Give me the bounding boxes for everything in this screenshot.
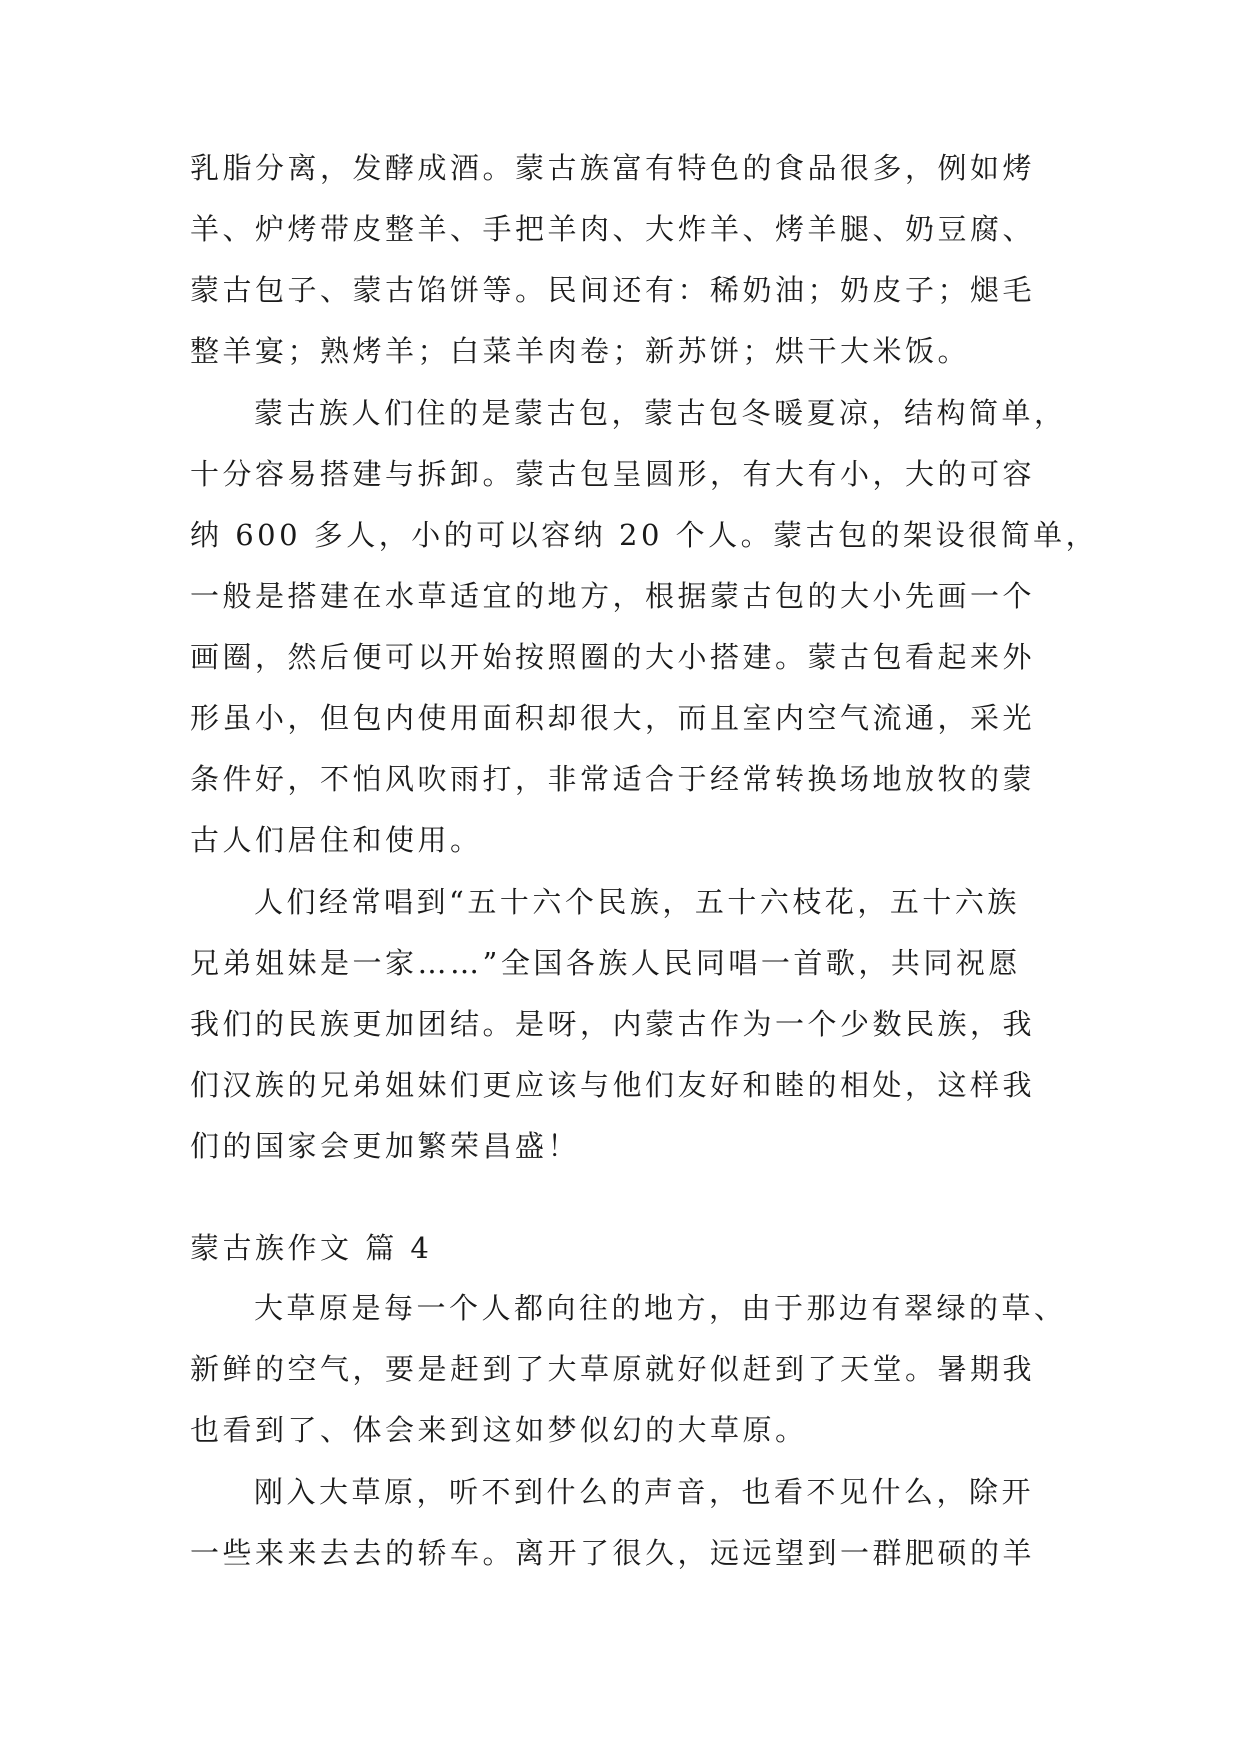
text-line: 形虽小，但包内使用面积却很大，而且室内空气流通，采光 — [190, 701, 1036, 735]
text-line: 也看到了、体会来到这如梦似幻的大草原。 — [190, 1413, 808, 1447]
text-line: 十分容易搭建与拆卸。蒙古包呈圆形，有大有小，大的可容 — [190, 457, 1036, 491]
text-line: 一些来来去去的轿车。离开了很久，远远望到一群肥硕的羊 — [190, 1536, 1036, 1570]
text-line: 们的国家会更加繁荣昌盛！ — [190, 1129, 581, 1163]
text-line: 整羊宴；熟烤羊；白菜羊肉卷；新苏饼；烘干大米饭。 — [190, 334, 971, 368]
text-line: 纳 600 多人，小的可以容纳 20 个人。蒙古包的架设很简单， — [190, 518, 1099, 552]
paragraph-first-line: 大草原是每一个人都向往的地方，由于那边有翠绿的草、 — [254, 1291, 1067, 1325]
text-line: 古人们居住和使用。 — [190, 823, 483, 857]
text-line: 羊、炉烤带皮整羊、手把羊肉、大炸羊、烤羊腿、奶豆腐、 — [190, 212, 1036, 246]
text-line: 一般是搭建在水草适宜的地方，根据蒙古包的大小先画一个 — [190, 579, 1036, 613]
paragraph-first-line: 人们经常唱到“五十六个民族，五十六枝花，五十六族 — [254, 885, 1020, 919]
text-line: 我们的民族更加团结。是呀，内蒙古作为一个少数民族，我 — [190, 1007, 1036, 1041]
text-line: 乳脂分离，发酵成酒。蒙古族富有特色的食品很多，例如烤 — [190, 151, 1036, 185]
text-line: 们汉族的兄弟姐妹们更应该与他们友好和睦的相处，这样我 — [190, 1068, 1036, 1102]
section-heading: 蒙古族作文 篇 4 — [190, 1231, 433, 1265]
text-line: 兄弟姐妹是一家……”全国各族人民同唱一首歌，共同祝愿 — [190, 946, 1021, 980]
text-line: 蒙古包子、蒙古馅饼等。民间还有：稀奶油；奶皮子；煺毛 — [190, 273, 1036, 307]
text-line: 新鲜的空气，要是赶到了大草原就好似赶到了天堂。暑期我 — [190, 1352, 1036, 1386]
paragraph-first-line: 蒙古族人们住的是蒙古包，蒙古包冬暖夏凉，结构简单， — [254, 396, 1067, 430]
paragraph-first-line: 刚入大草原，听不到什么的声音，也看不见什么，除开 — [254, 1475, 1035, 1509]
text-line: 画圈，然后便可以开始按照圈的大小搭建。蒙古包看起来外 — [190, 640, 1036, 674]
text-line: 条件好，不怕风吹雨打，非常适合于经常转换场地放牧的蒙 — [190, 762, 1036, 796]
